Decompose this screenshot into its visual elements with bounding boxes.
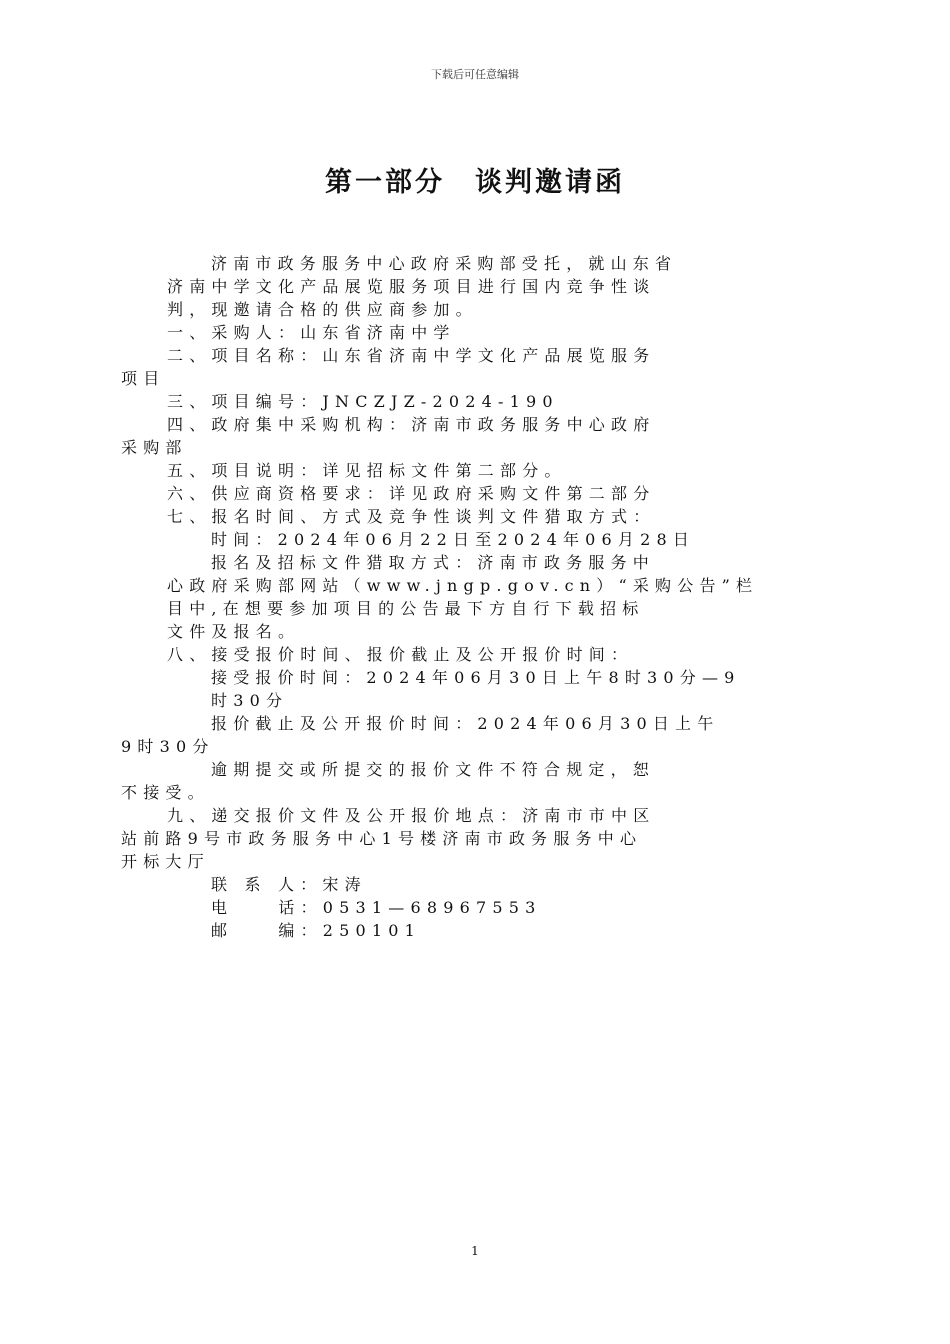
body-line: 开标大厅 <box>121 852 210 871</box>
body-line: 项目 <box>121 369 166 388</box>
body-line: 报名及招标文件猎取方式：济南市政务服务中 <box>211 553 656 572</box>
letter-body <box>121 252 830 942</box>
body-line: 二、项目名称：山东省济南中学文化产品展览服务 <box>167 346 656 365</box>
body-line: 九、递交报价文件及公开报价地点：济南市市中区 <box>167 806 656 825</box>
page-header-note: 下载后可任意编辑 <box>431 68 519 81</box>
body-line: 站前路9号市政务服务中心1号楼济南市政务服务中心 <box>121 829 643 848</box>
contact-person: 联 系 人：宋涛 <box>211 875 367 894</box>
body-line: 文件及报名。 <box>167 622 301 641</box>
body-line: 一、采购人：山东省济南中学 <box>167 323 456 342</box>
page-number: 1 <box>471 1244 479 1258</box>
body-line: 三、项目编号：JNCZJZ-2024-190 <box>167 392 559 411</box>
body-line: 八、接受报价时间、报价截止及公开报价时间： <box>167 645 634 664</box>
body-line: 报价截止及公开报价时间：2024年06月30日上午 <box>211 714 720 733</box>
body-line: 六、供应商资格要求：详见政府采购文件第二部分 <box>167 484 656 503</box>
body-line: 心政府采购部网站（www.jngp.gov.cn）“采购公告”栏 <box>167 576 759 595</box>
body-line: 时30分 <box>211 691 289 710</box>
body-line: 不接受。 <box>121 783 210 802</box>
title-part: 第一部分 <box>325 167 445 198</box>
body-line: 判，现邀请合格的供应商参加。 <box>167 300 478 319</box>
body-line: 时间：2024年06月22日至2024年06月28日 <box>211 530 696 549</box>
body-line: 五、项目说明：详见招标文件第二部分。 <box>167 461 567 480</box>
body-line: 济南市政务服务中心政府采购部受托，就山东省 <box>211 254 678 273</box>
body-line: 逾期提交或所提交的报价文件不符合规定，恕 <box>211 760 656 779</box>
body-line: 七、报名时间、方式及竞争性谈判文件猎取方式： <box>167 507 656 526</box>
body-line: 目中,在想要参加项目的公告最下方自行下载招标 <box>167 599 645 618</box>
contact-phone: 电 话：0531—68967553 <box>211 898 542 917</box>
body-line: 接受报价时间：2024年06月30日上午8时30分—9 <box>211 668 741 687</box>
body-line: 采购部 <box>121 438 188 457</box>
body-line: 9时30分 <box>121 737 215 756</box>
title-name: 谈判邀请函 <box>475 167 625 198</box>
body-line: 四、政府集中采购机构：济南市政务服务中心政府 <box>167 415 656 434</box>
contact-postcode: 邮 编：250101 <box>211 921 422 940</box>
page-title <box>0 160 950 199</box>
body-line: 济南中学文化产品展览服务项目进行国内竞争性谈 <box>167 277 656 296</box>
